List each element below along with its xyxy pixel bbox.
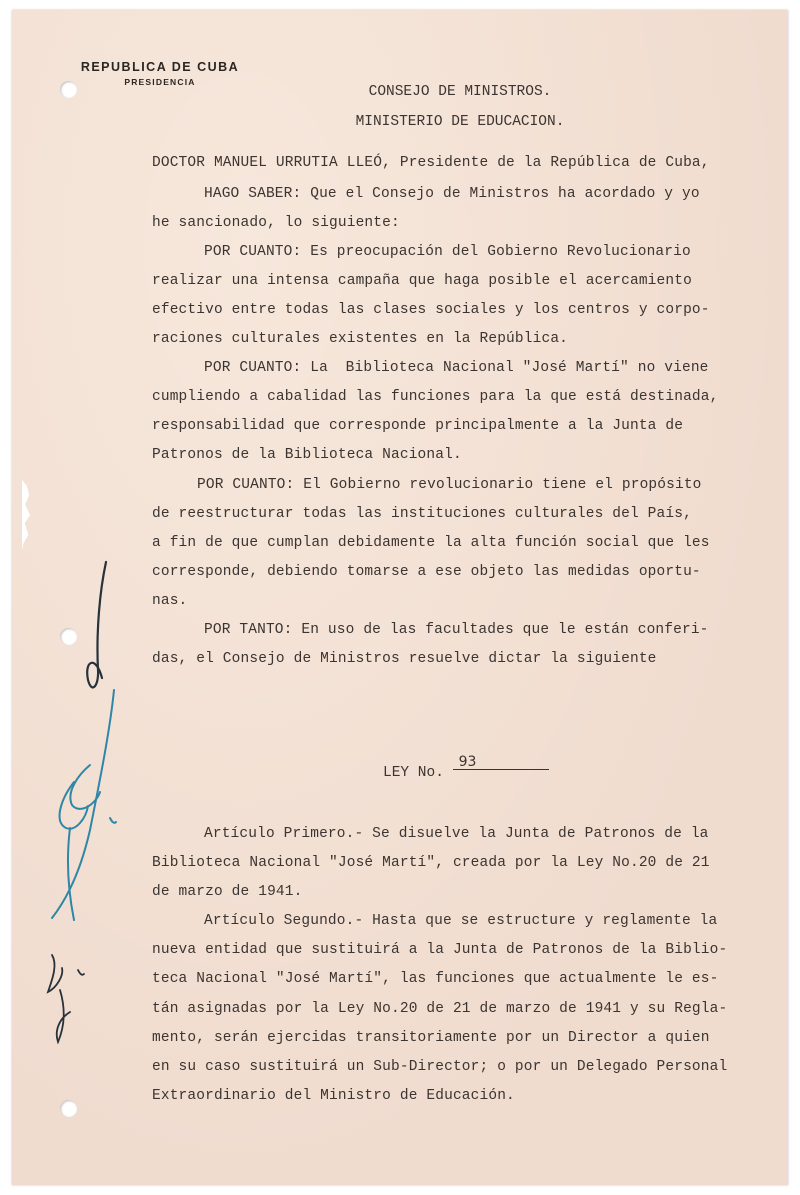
body-line: Patronos de la Biblioteca Nacional.: [152, 447, 462, 463]
signature-initials-icon: [48, 955, 84, 1042]
signature-dark-flourish-icon: [87, 562, 106, 687]
body-line: realizar una intensa campaña que haga posible el acercamiento: [152, 273, 692, 289]
margin-signatures: [30, 560, 140, 1100]
body-line: das, el Consejo de Ministros resuelve dictar la siguiente: [152, 651, 657, 667]
body-line: DOCTOR MANUEL URRUTIA LLEÓ, Presidente de la República de Cuba,: [152, 155, 710, 171]
article-line: Extraordinario del Ministro de Educación.: [152, 1088, 515, 1104]
article-line: Artículo Primero.- Se disuelve la Junta de Patronos de la: [204, 826, 709, 842]
article-line: nueva entidad que sustituirá a la Junta de Patronos de la Biblio-: [152, 942, 728, 958]
article-line: tán asignadas por la Ley No.20 de 21 de marzo de 1941 y su Regla-: [152, 1001, 728, 1017]
article-line: Biblioteca Nacional "José Martí", creada por la Ley No.20 de 21: [152, 855, 710, 871]
article-line: en su caso sustituirá un Sub-Director; o por un Delegado Personal: [152, 1059, 728, 1075]
body-line: raciones culturales existentes en la República.: [152, 331, 569, 347]
article-line: Artículo Segundo.- Hasta que se estructure y reglamente la: [204, 913, 718, 929]
letterhead: [70, 60, 250, 87]
letterhead-title: REPUBLICA DE CUBA: [80, 60, 240, 74]
law-number-line: [383, 754, 549, 781]
body-line: POR TANTO: En uso de las facultades que le están conferi-: [204, 622, 709, 638]
body-line: responsabilidad que corresponde principalmente a la Junta de: [152, 418, 684, 434]
body-line: corresponde, debiendo tomarse a ese objeto las medidas oportu-: [152, 564, 701, 580]
article-line: teca Nacional "José Martí", las funciones que actualmente le es-: [152, 971, 719, 987]
punch-hole-bottom: [60, 1100, 77, 1117]
article-line: mento, serán ejercidas transitoriamente por un Director a quien: [152, 1030, 710, 1046]
signature-blue-icon: [52, 690, 116, 920]
law-number-field: [453, 755, 549, 770]
body-line: POR CUANTO: La Biblioteca Nacional "José Martí" no viene: [204, 360, 709, 376]
body-line: de reestructurar todas las instituciones culturales del País,: [152, 506, 692, 522]
law-label: LEY No.: [383, 765, 444, 781]
law-number: 93: [458, 754, 477, 770]
body-line: he sancionado, lo siguiente:: [152, 215, 400, 231]
body-line: nas.: [152, 593, 188, 609]
ministry-heading: MINISTERIO DE EDUCACION.: [355, 114, 565, 130]
body-line: efectivo entre todas las clases sociales y los centros y corpo-: [152, 302, 710, 318]
body-line: POR CUANTO: El Gobierno revolucionario tiene el propósito: [197, 477, 702, 493]
body-line: POR CUANTO: Es preocupación del Gobierno Revolucionario: [204, 244, 691, 260]
council-heading: CONSEJO DE MINISTROS.: [368, 84, 552, 100]
body-line: a fin de que cumplan debidamente la alta función social que les: [152, 535, 710, 551]
body-line: HAGO SABER: Que el Consejo de Ministros ha acordado y yo: [204, 186, 700, 202]
torn-edge: [22, 480, 30, 550]
body-line: cumpliendo a cabalidad las funciones para la que está destinada,: [152, 389, 719, 405]
letterhead-subtitle: PRESIDENCIA: [124, 77, 196, 87]
article-line: de marzo de 1941.: [152, 884, 303, 900]
